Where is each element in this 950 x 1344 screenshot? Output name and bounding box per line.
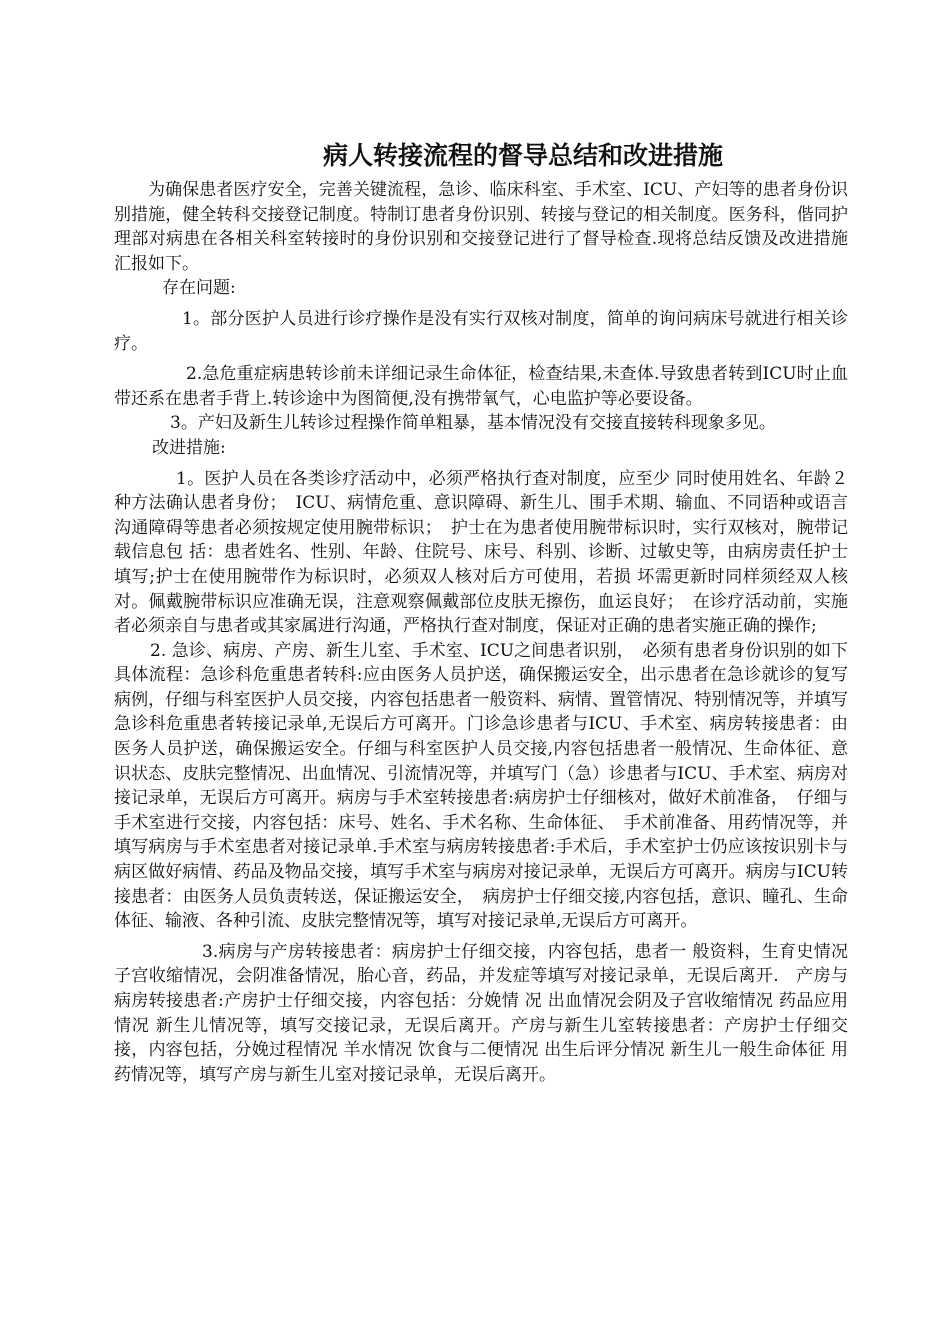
problem-item: 3。产妇及新生儿转诊过程操作简单粗暴，基本情况没有交接直接转科现象多见。 [170, 413, 776, 434]
document-title: 病人转接流程的督导总结和改进措施 [322, 141, 723, 170]
document-page [114, 138, 848, 1087]
measure-item: 1。医护人员在各类诊疗活动中，必须严格执行查对制度，应至少 同时使用姓名、年龄２种方法确认患者身份； ICU、病情危重、意识障碍、新生儿、围手术期、输血、不同语种或语言沟通障碍等患者必须按规定使用腕带标识； 护士在为患者使用腕带标识时，实行双核对，腕带记载信息包 括：患者姓名、性别、年龄、住院号、床号、科别、诊断、过敏史等，由病房责任护士填写;护士在使用腕带作为标识时，必须双人核对后方可使用，若损 坏需更新时同样须经双人核对。佩戴腕带标识应准确无误，注意观察佩戴部位皮肤无擦伤，血运良好； 在诊疗活动前，实施者必须亲自与患者或其家属进行沟通，严格执行查对制度，保证对正确的患者实施正确的操作; [114, 468, 848, 637]
measures-heading: 改进措施: [152, 437, 226, 458]
problem-item: 2.急危重症病患转诊前未详细记录生命体征，检查结果,未查体.导致患者转到ICU时止血带还系在患者手背上.转诊途中为图简便,没有携带氧气，心电监护等必要设备。 [114, 364, 848, 409]
measure-item: 2. 急诊、病房、产房、新生儿室、手术室、ICU之间患者识别， 必须有患者身份识别的如下具体流程：急诊科危重患者转科:应由医务人员护送，确保搬运安全，出示患者在急诊就诊的复写病例，仔细与科室医护人员交接，内容包括患者一般资料、病情、置管情况、特别情况等，并填写急诊科危重患者转接记录单,无误后方可离开。门诊急诊患者与ICU、手术室、病房转接患者：由医务人员护送，确保搬运安全。仔细与科室医护人员交接,内容包括患者一般情况、生命体征、意识状态、皮肤完整情况、出血情况、引流情况等，并填写门（急）诊患者与ICU、手术室、病房对接记录单，无误后方可离开。病房与手术室转接患者:病房护士仔细核对，做好术前准备， 仔细与手术室进行交接，内容包括：床号、姓名、手术名称、生命体征、 手术前准备、用药情况等，并填写病房与手术室患者对接记录单.手术室与病房转接患者:手术后，手术室护士仍应该按识别卡与病区做好病情、药品及物品交接，填写手术室与病房对接记录单，无误后方可离开。病房与ICU转接患者：由医务人员负责转送，保证搬运安全， 病房护士仔细交接,内容包括，意识、瞳孔、生命体征、输液、各种引流、皮肤完整情况等，填写对接记录单,无误后方可离开。 [114, 640, 848, 932]
problems-heading: 存在问题: [162, 278, 236, 299]
measure-item: 3.病房与产房转接患者：病房护士仔细交接，内容包括，患者一 般资料，生育史情况 子宫收缩情况，会阴准备情况，胎心音，药品，并发症等填写对接记录单，无误后离开. 产房与病房转接患者:产房护士仔细交接，内容包括：分娩情 况 出血情况会阴及子宫收缩情况 药品应用情况 新生儿情况等，填写交接记录，无误后离开。产房与新生儿室转接患者：产房护士仔细交接，内容包括，分娩过程情况 羊水情况 饮食与二便情况 出生后评分情况 新生儿一般生命体征 用药情况等，填写产房与新生儿室对接记录单，无误后离开。 [114, 941, 848, 1085]
problem-item: 1。部分医护人员进行诊疗操作是没有实行双核对制度，简单的询问病床号就进行相关诊疗。 [114, 308, 848, 354]
intro-paragraph: 为确保患者医疗安全，完善关键流程，急诊、临床科室、手术室、ICU、产妇等的患者身份识别措施，健全转科交接登记制度。特制订患者身份识别、转接与登记的相关制度。医务科，偕同护理部对病患在各相关科室转接时的身份识别和交接登记进行了督导检查.现将总结反馈及改进措施汇报如下。 [114, 180, 848, 274]
